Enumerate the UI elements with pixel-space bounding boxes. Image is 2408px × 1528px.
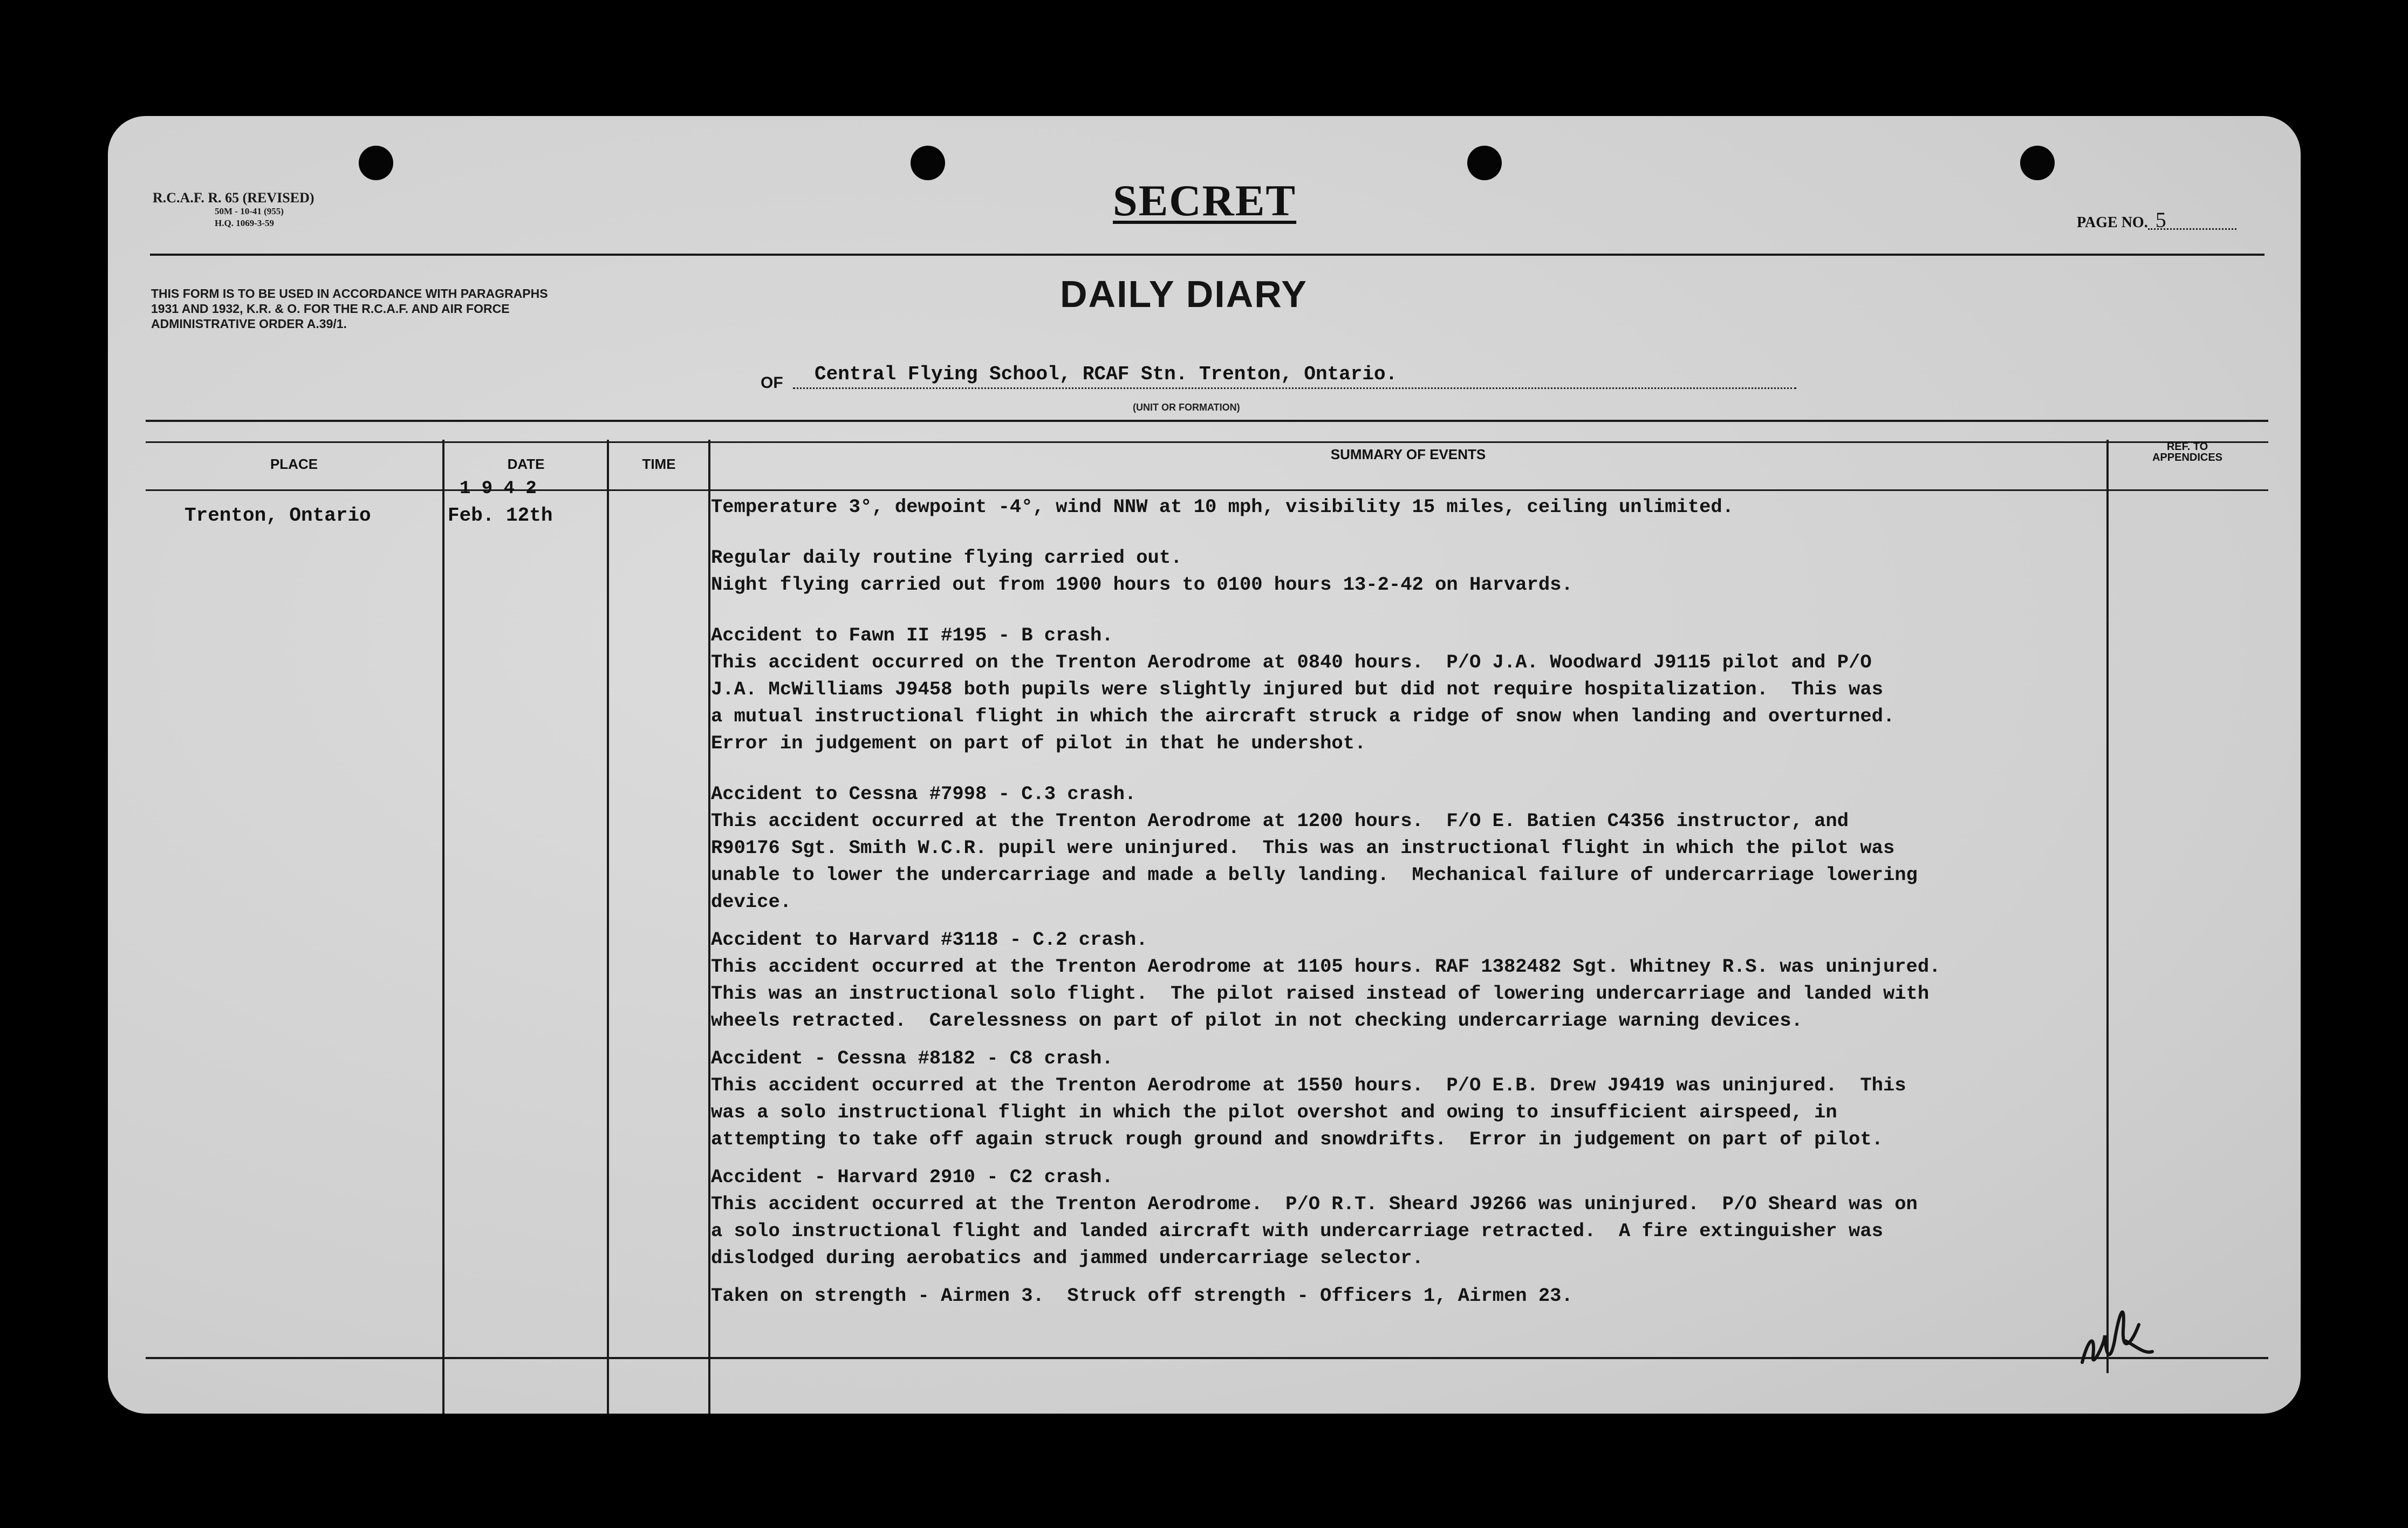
diary-form-card (108, 116, 2301, 1414)
event-line: This accident occurred at the Trenton Aerodrome. P/O R.T. Sheard J9266 was uninjured. P/O Sheard was on (711, 1193, 1918, 1215)
table-bottom-rule (146, 1357, 2268, 1359)
form-instructions: THIS FORM IS TO BE USED IN ACCORDANCE WITH PARAGRAPHS 1931 AND 1932, K.R. & O. FOR THE R.C.A.F. AND AIR FORCE ADMINISTRATIVE ORDER A.39/1. (151, 286, 548, 331)
event-line: R90176 Sgt. Smith W.C.R. pupil were uninjured. This was an instructional flight in which the pilot was (711, 837, 1895, 859)
punch-hole (2020, 146, 2055, 180)
event-line: Error in judgement on part of pilot in that he undershot. (711, 732, 1366, 754)
event-line: Accident to Cessna #7998 - C.3 crash. (711, 783, 1137, 805)
event-line: was a solo instructional flight in which the pilot overshot and owing to insufficient airspeed, in (711, 1101, 1837, 1123)
event-line: This accident occurred at the Trenton Aerodrome at 1200 hours. F/O E. Batien C4356 instructor, and (711, 810, 1849, 832)
page-number-field (2077, 208, 2236, 232)
page-number-value: 5 (2148, 212, 2236, 230)
event-line: This was an instructional solo flight. The pilot raised instead of lowering undercarriage and landed with (711, 983, 1930, 1005)
form-id-line: 50M - 10-41 (955) (215, 206, 284, 216)
initials-signature (2071, 1281, 2163, 1373)
form-id-line: H.Q. 1069-3-59 (215, 218, 275, 228)
classification-heading: SECRET (1113, 176, 1297, 225)
ref-label-line: REF. TO (2166, 441, 2208, 453)
event-line: This accident occurred on the Trenton Aerodrome at 0840 hours. P/O J.A. Woodward J9115 pilot and P/O (711, 651, 1872, 673)
event-line: Night flying carried out from 1900 hours to 0100 hours 13-2-42 on Harvards. (711, 574, 1573, 596)
form-title: DAILY DIARY (1060, 273, 1308, 315)
table-top-rule-2 (146, 441, 2268, 443)
event-line: Accident to Harvard #3118 - C.2 crash. (711, 929, 1148, 951)
event-line: J.A. McWilliams J9458 both pupils were slightly injured but did not require hospitalization. This was (711, 678, 1883, 700)
punch-hole (911, 146, 945, 180)
event-line: Temperature 3°, dewpoint -4°, wind NNW at 10 mph, visibility 15 miles, ceiling unlimited. (711, 496, 1734, 518)
event-line: unable to lower the undercarriage and made a belly landing. Mechanical failure of undercarriage lowering (711, 864, 1918, 886)
entry-place: Trenton, Ontario (184, 504, 371, 527)
event-line: device. (711, 891, 792, 913)
column-header-date: DATE (507, 456, 545, 472)
table-top-rule (146, 420, 2268, 422)
event-line: Accident to Fawn II #195 - B crash. (711, 624, 1113, 646)
event-line: attempting to take off again struck rough ground and snowdrifts. Error in judgement on part of pilot. (711, 1128, 1883, 1150)
of-label: OF (761, 374, 783, 392)
punch-hole (1467, 146, 1502, 180)
entry-year: 1 9 4 2 (460, 479, 537, 499)
column-divider (442, 440, 444, 1414)
event-line: Regular daily routine flying carried out. (711, 547, 1182, 569)
event-line: Taken on strength - Airmen 3. Struck off strength - Officers 1, Airmen 23. (711, 1285, 1573, 1307)
page-number-label: PAGE NO. (2077, 214, 2148, 231)
event-line: This accident occurred at the Trenton Aerodrome at 1105 hours. RAF 1382482 Sgt. Whitney R.S. was uninjured. (711, 956, 1941, 978)
form-identifier (153, 190, 314, 229)
column-header-time: TIME (642, 456, 676, 472)
form-id-line: R.C.A.F. R. 65 (REVISED) (153, 190, 314, 206)
column-header-appendices (2109, 441, 2266, 463)
unit-caption: (UNIT OR FORMATION) (1133, 402, 1240, 413)
column-divider (708, 440, 710, 1414)
entry-date: Feb. 12th (448, 504, 553, 527)
event-line: Accident - Harvard 2910 - C2 crash. (711, 1166, 1113, 1188)
event-line: a mutual instructional flight in which the aircraft struck a ridge of snow when landing and overturned. (711, 705, 1895, 727)
column-divider (607, 440, 609, 1414)
unit-field: Central Flying School, RCAF Stn. Trenton, Ontario. (793, 361, 1796, 389)
event-line: Accident - Cessna #8182 - C8 crash. (711, 1047, 1113, 1069)
event-line: dislodged during aerobatics and jammed undercarriage selector. (711, 1247, 1424, 1269)
header-rule (150, 254, 2265, 256)
punch-hole (359, 146, 393, 180)
event-line: wheels retracted. Carelessness on part of pilot in not checking undercarriage warning devices. (711, 1009, 1803, 1032)
summary-of-events (711, 494, 2232, 1309)
event-line: This accident occurred at the Trenton Aerodrome at 1550 hours. P/O E.B. Drew J9419 was uninjured. This (711, 1074, 1906, 1096)
column-header-place: PLACE (270, 456, 318, 472)
column-header-summary: SUMMARY OF EVENTS (1330, 446, 1486, 462)
ref-label-line: APPENDICES (2152, 452, 2223, 463)
event-line: a solo instructional flight and landed aircraft with undercarriage retracted. A fire extinguisher was (711, 1220, 1883, 1242)
